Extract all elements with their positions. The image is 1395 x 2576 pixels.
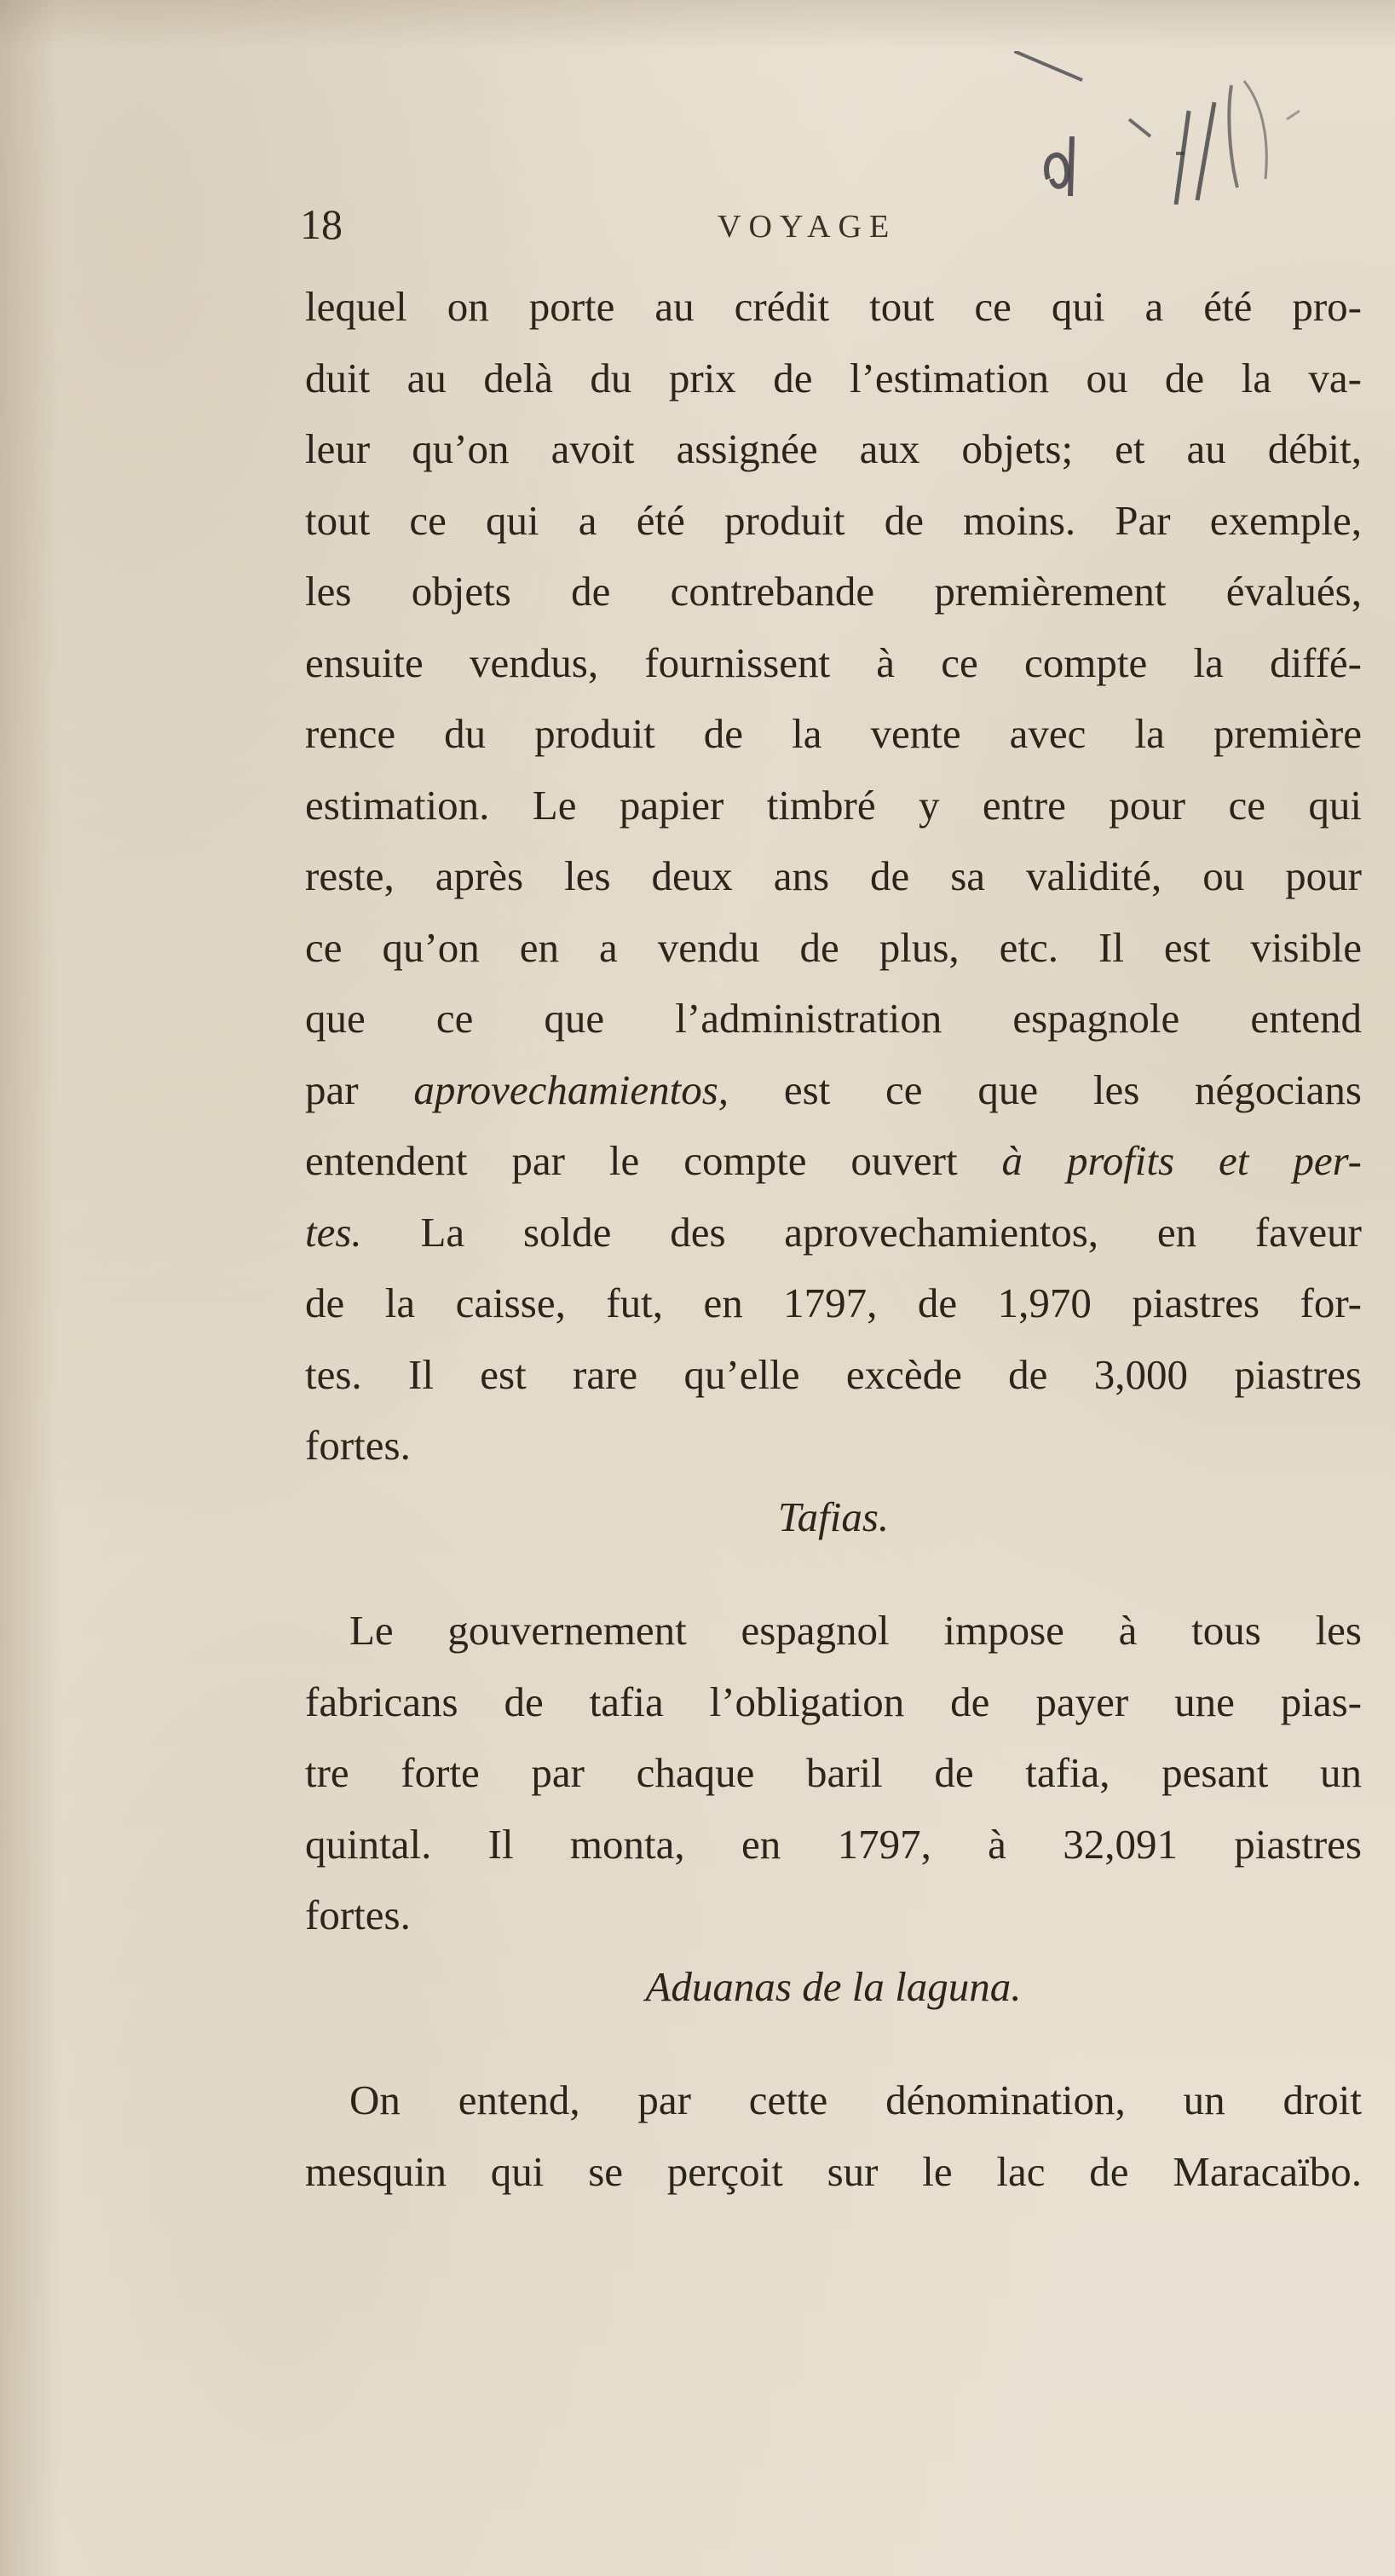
- italic-term-tes: tes.: [305, 1208, 362, 1256]
- text-line: les objets de contrebande premièrement évalués,: [305, 568, 1362, 615]
- handwritten-annotation: [1014, 51, 1372, 205]
- text-line: duit au delà du prix de l’estimation ou de la va-: [305, 354, 1362, 401]
- text-line: Le gouvernement espagnol impose à tous les: [349, 1607, 1362, 1654]
- running-head: VOYAGE: [718, 209, 897, 245]
- text-line: estimation. Le papier timbré y entre pour ce qui: [305, 781, 1362, 829]
- text-line-last: fortes.: [305, 1422, 411, 1469]
- text-line-last: fortes.: [305, 1892, 411, 1938]
- section-heading-aduanas: Aduanas de la laguna.: [645, 1962, 1022, 2010]
- text-line: fabricans de tafia l’obligation de payer une pias-: [305, 1678, 1362, 1725]
- text-run: est ce que les négocians: [729, 1066, 1362, 1113]
- text-line: tout ce qui a été produit de moins. Par exemple,: [305, 496, 1362, 544]
- text-line: tre forte par chaque baril de tafia, pesant un: [305, 1749, 1362, 1796]
- text-line: de la caisse, fut, en 1797, de 1,970 piastres for-: [305, 1279, 1362, 1326]
- text-line: On entend, par cette dénomination, un droit: [349, 2076, 1362, 2123]
- text-line-tes: [305, 1197, 1362, 1268]
- text-line: leur qu’on avoit assignée aux objets; et au débit,: [305, 425, 1362, 472]
- text-line: quintal. Il monta, en 1797, à 32,091 piastres: [305, 1820, 1362, 1868]
- text-line: rence du produit de la vente avec la première: [305, 710, 1362, 757]
- page-number: 18: [300, 200, 343, 248]
- text-line-profits: [305, 1125, 1362, 1197]
- page-header: [300, 194, 1357, 263]
- italic-term-profits: à profits et per-: [1001, 1137, 1362, 1184]
- text-line: que ce que l’administration espagnole entend: [305, 995, 1362, 1042]
- text-line: ce qu’on en a vendu de plus, etc. Il est visible: [305, 923, 1362, 971]
- page-edge-shadow-left: [0, 0, 60, 2576]
- section-heading-tafias: Tafias.: [777, 1493, 890, 1540]
- text-line: lequel on porte au crédit tout ce qui a été pro-: [305, 283, 1362, 330]
- spacer: [305, 2022, 1362, 2065]
- text-run: par: [305, 1066, 414, 1113]
- page-edge-shadow-top: [0, 0, 1395, 51]
- text-run: entendent par le compte ouvert: [305, 1137, 1002, 1184]
- text-line: ensuite vendus, fournissent à ce compte la diffé-: [305, 638, 1362, 686]
- spacer: [305, 1552, 1362, 1595]
- text-run: La solde des aprovechamientos, en faveur: [361, 1208, 1362, 1256]
- text-line: reste, après les deux ans de sa validité, ou pour: [305, 852, 1362, 899]
- text-line-aprovechamientos: [305, 1054, 1362, 1126]
- text-line: mesquin qui se perçoit sur le lac de Maracaïbo.: [305, 2147, 1362, 2195]
- body-text: [305, 271, 1362, 2207]
- text-line: tes. Il est rare qu’elle excède de 3,000 piastres: [305, 1350, 1362, 1398]
- italic-term-aprovechamientos: aprovechamientos,: [413, 1066, 729, 1113]
